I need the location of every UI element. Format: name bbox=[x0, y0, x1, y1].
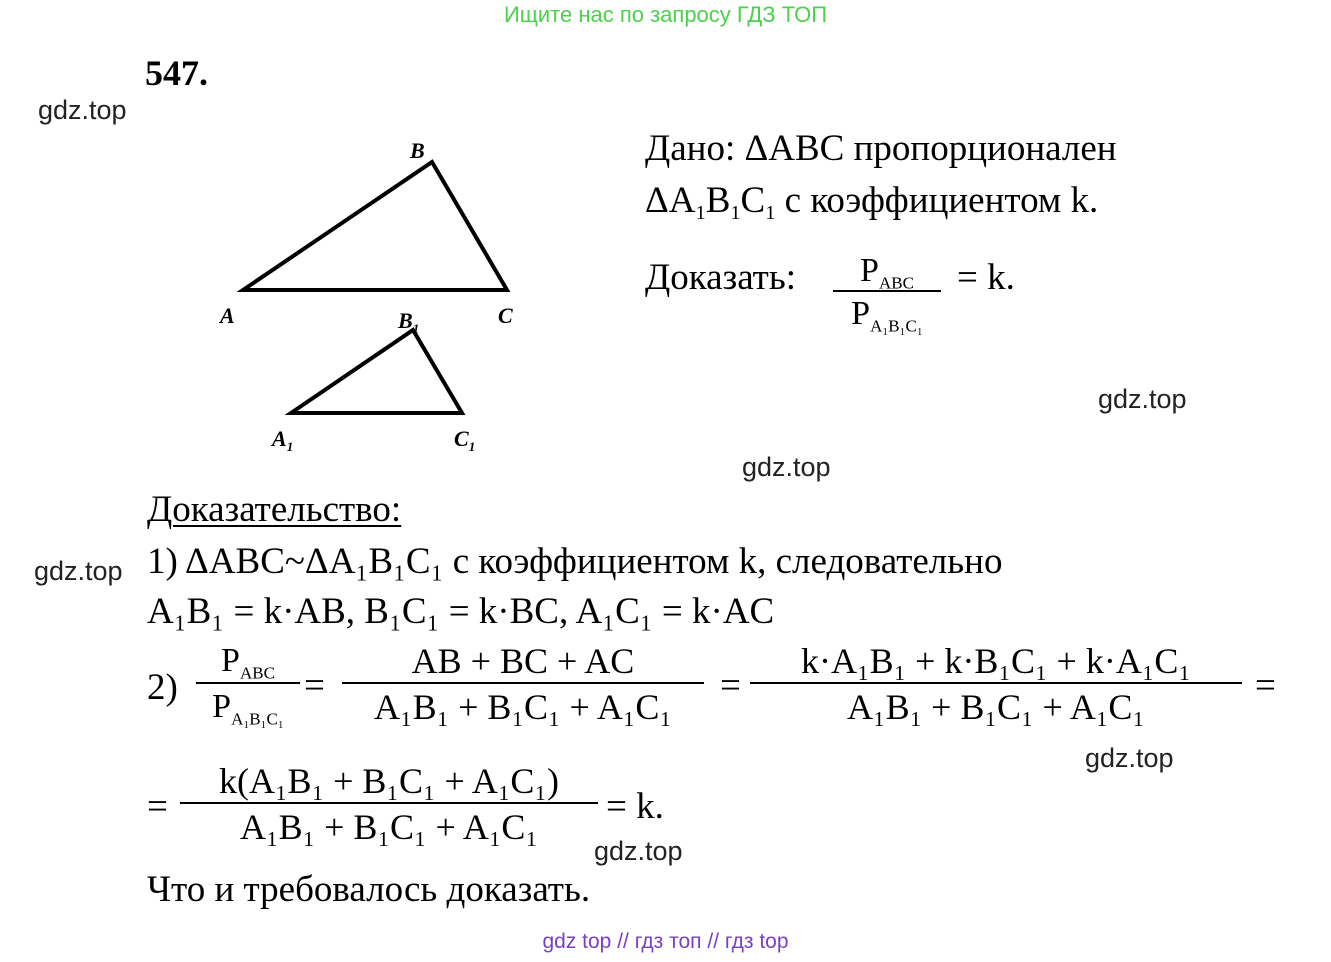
watermark: gdz.top bbox=[742, 452, 831, 482]
watermark: gdz.top bbox=[34, 556, 123, 586]
step-2-fraction-sides bbox=[342, 640, 704, 730]
fraction-numerator: P bbox=[221, 642, 240, 679]
prove-denominator-sub: A₁B₁C₁ bbox=[870, 316, 923, 336]
triangle-abc bbox=[243, 162, 507, 290]
fraction-numerator-sub: ABC bbox=[239, 663, 275, 683]
vertex-label-a1: $A_1$ bbox=[272, 426, 294, 454]
fraction-denominator: P bbox=[212, 688, 232, 725]
equals-sign: = bbox=[1255, 665, 1276, 706]
fraction-denominator-sub: A₁B₁C₁ bbox=[231, 709, 284, 729]
watermark: gdz.top bbox=[1085, 743, 1174, 773]
problem-number: 547. bbox=[145, 53, 208, 93]
vertex-label-b: B bbox=[410, 138, 425, 163]
given-line-2: $\Delta A_1B_1C_1$ с коэффициентом k. bbox=[645, 180, 1099, 225]
watermark: gdz.top bbox=[38, 95, 127, 125]
fraction-numerator: AB + BC + AC bbox=[411, 641, 635, 681]
equals-sign: = bbox=[147, 786, 168, 827]
vertex-label-a: A bbox=[220, 303, 235, 328]
watermark: gdz.top bbox=[1098, 384, 1187, 414]
step-2-fraction-perimeters bbox=[196, 640, 300, 730]
result-equals-k: = k. bbox=[606, 786, 664, 827]
prove-numerator-sub: ABC bbox=[878, 273, 914, 293]
step-2-label: 2) bbox=[147, 667, 178, 708]
triangle-a1b1c1 bbox=[291, 330, 462, 413]
prove-label: Доказать: bbox=[645, 257, 796, 298]
fraction-denominator: A₁B₁ + B₁C₁ + A₁C₁ bbox=[374, 687, 672, 727]
given-triangle-name: ΔA bbox=[645, 180, 696, 221]
prove-equals-k: = k. bbox=[957, 257, 1015, 298]
triangles-figure bbox=[0, 0, 640, 470]
vertex-label-b1: $B_1$ bbox=[398, 308, 420, 336]
fraction-denominator: A₁B₁ + B₁C₁ + A₁C₁ bbox=[240, 807, 538, 847]
prove-numerator: P bbox=[860, 252, 879, 289]
step-2-fraction-scaled bbox=[750, 640, 1242, 730]
prove-fraction bbox=[833, 252, 941, 336]
proof-step-1-line-2: A₁B₁ = k·AB, B₁C₁ = k·BC, A₁C₁ = k·AC bbox=[147, 591, 775, 632]
watermark: gdz.top bbox=[594, 836, 683, 866]
given-line-1: Дано: ΔABC пропорционален bbox=[645, 128, 1117, 169]
footer-links[interactable]: gdz top // гдз топ // гдз top bbox=[542, 930, 789, 953]
equals-sign: = bbox=[304, 665, 325, 706]
given-coefficient-text: с коэффициентом k. bbox=[775, 180, 1099, 221]
promo-header-link[interactable]: Ищите нас по запросу ГДЗ ТОП bbox=[503, 2, 828, 27]
prove-denominator: P bbox=[851, 295, 871, 332]
equals-sign: = bbox=[720, 665, 741, 706]
vertex-label-c1: $C_1$ bbox=[454, 426, 476, 454]
step-2-fraction-factored bbox=[180, 760, 598, 850]
vertex-label-c: C bbox=[498, 303, 513, 328]
fraction-numerator: k(A₁B₁ + B₁C₁ + A₁C₁) bbox=[219, 761, 559, 801]
conclusion: Что и требовалось доказать. bbox=[147, 869, 591, 910]
proof-title: Доказательство: bbox=[147, 489, 402, 530]
proof-step-1-line-1: 1) ΔABC~ΔA₁B₁C₁ с коэффициентом k, следовательно bbox=[147, 541, 1003, 582]
fraction-denominator: A₁B₁ + B₁C₁ + A₁C₁ bbox=[847, 687, 1145, 727]
fraction-numerator: k·A₁B₁ + k·B₁C₁ + k·A₁C₁ bbox=[801, 641, 1191, 681]
